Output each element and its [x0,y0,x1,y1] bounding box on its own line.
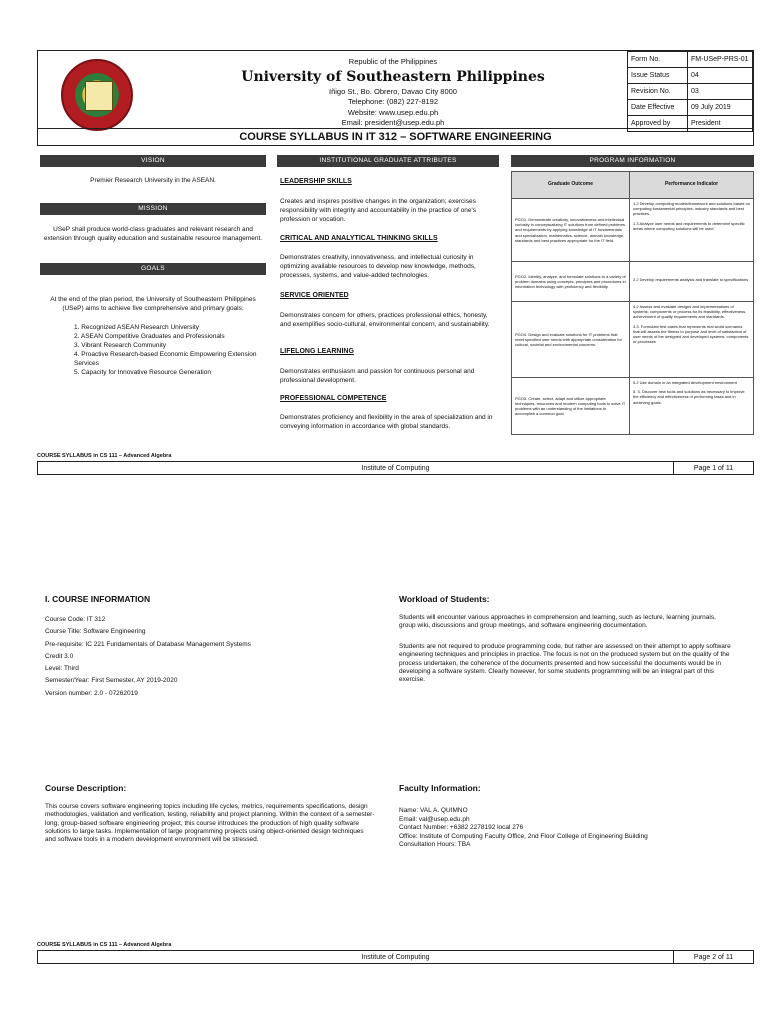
form-label: Approved by [628,116,688,132]
program-info-table [511,171,754,435]
table-row [512,302,754,378]
form-value: President [688,116,753,132]
goal-item: 1. Recognized ASEAN Research University [74,324,200,331]
form-value: 04 [688,68,753,84]
faculty-heading: Faculty Information: [399,783,481,793]
goals-intro: At the end of the plan period, the University of Southeastern Philippines (USeP) aims to achieve five comprehensive and primary goals: [50,296,256,312]
indicator-cell [630,378,754,435]
outcome-cell: PGO4. Design and evaluate solutions for IT problems that meet specified user needs with appropriate consideration for cultural, societal and environmental concerns. [512,302,630,378]
workload-paragraph-2: Students are not required to produce programming code, but rather are assessed on their attempt to apply software engineering techniques and principles in practice. The focus is not on the produced system but on the quality of the process undertaken, the coherence of the documents presented and how successful the documents would be in developing a software system. Clearly however, for some students programming will be an integral part of this exercise. [399,643,731,684]
form-label: Revision No. [628,84,688,100]
indicator-cell [630,262,754,302]
ga-heading-service: SERVICE ORIENTED [280,292,349,299]
ga-text-service: Demonstrates concern for others, practices professional ethics, honesty, and exemplifies socio-cultural, environmental concern, and sustainability. [280,312,490,328]
program-info-title: PROGRAM INFORMATION [511,155,754,167]
page-footer [37,461,754,475]
form-value: FM-USeP-PRS-01 [688,52,753,68]
workload-heading: Workload of Students: [399,594,490,604]
ga-heading-critical-thinking: CRITICAL AND ANALYTICAL THINKING SKILLS [280,235,438,242]
indicator-item: 1.2 Develop computing models/framework and solutions based on computing fundamental principles, industry standards and best practices. [633,201,750,217]
outcome-cell: PGO2. Identify, analyze, and formulate solutions to a variety of problem domains using concepts, principles and procedures in information technology with proficiency and flexibility. [512,262,630,302]
indicator-item: 5. 3. Discover new tools and solutions as necessary to improve the efficiency and effectiveness of performing tasks and in achieving goals. [633,389,745,405]
footer-course-label: COURSE SYLLABUS in CS 111 – Advanced Algebra [37,942,172,948]
vision-text: Premier Research University in the ASEAN. [90,177,216,184]
footer-institute: Institute of Computing [361,954,430,961]
ga-text-leadership: Creates and inspires positive changes in the organization; exercises responsibility with integrity and accountability in the practice of one's profession or vocation. [280,198,476,223]
indicator-item: 4.3. Formulate test cases that represents real world scenarios that will assess the fitness to purpose and level of satisfaction of user needs of the designed and developed systems, components or processes [633,323,749,345]
form-label: Form No. [628,52,688,68]
course-info-line: Course Title: Software Engineering [45,628,146,636]
indicator-cell [630,199,754,262]
outcome-cell: PGO5. Create, select, adapt and utilize appropriate techniques, resources and modern computing tools to solve IT problems with an understanding of the limitations to accomplish a common goal. [512,378,630,435]
faculty-line: Office: Institute of Computing Faculty Office, 2nd Floor College of Engineering Building [399,832,648,840]
course-info-line: Course Code: IT 312 [45,616,106,623]
form-value: 09 July 2019 [688,100,753,116]
indicator-item: 5.2 Use domain in an integrated development environment [633,380,737,385]
form-info-table [627,51,753,132]
indicator-item: 4.2 Assess and evaluate designs and implementations of systems, components or process for its feasibility, effectiveness, achievement of quality requirements and standards. [633,304,747,320]
goal-item: 3. Vibrant Research Community [74,342,167,349]
goal-item: 5. Capacity for Innovative Resource Generation [74,369,211,376]
course-info-line: Credit 3.0 [45,652,74,660]
form-label: Issue Status [628,68,688,84]
page-number: Page 1 of 11 [673,462,753,474]
goals-list [74,323,264,377]
faculty-line: Email: val@usep.edu.ph [399,815,470,823]
graduate-attributes-title: INSTITUTIONAL GRADUATE ATTRIBUTES [277,155,499,167]
col-performance-indicator: Performance Indicator [630,172,754,199]
outcome-cell: PGO1. Demonstrate creativity, innovativeness and intellectual curiosity in conceptualizing IT solutions from defined problems and requirements by applying knowledge of IT fundamentals and specialization, mathematics, science, domain knowledge, standards and best practices appropriate for the IT field. [512,199,630,262]
course-info-line: Pre-requisite: IC 221 Fundamentals of Database Management Systems [45,640,251,648]
header-center [238,57,548,129]
course-info-line: Version number: 2.0 - 07262019 [45,689,138,697]
form-row [628,52,753,68]
address-line: Iñigo St., Bo. Obrero, Davao City 8000 [329,86,457,96]
vision-title: VISION [40,155,266,167]
course-info-lines [45,614,251,700]
course-info-heading: I. COURSE INFORMATION [45,594,151,604]
table-row [512,262,754,302]
course-description-text: This course covers software engineering topics including life cycles, metrics, requirements specifications, design methodologies, validation and verification, testing, reliability and project planning. Within the context of a semester-long, group-based software engineering project, this course introduces the production of high quality software solutions to large tasks. Implementation of large programming projects using object-oriented design techniques and software tools in a modern development environment will be stressed. [45,803,375,844]
indicator-cell [630,302,754,378]
col-graduate-outcome: Graduate Outcome [512,172,630,199]
page-number: Page 2 of 11 [673,951,753,963]
goals-title: GOALS [40,263,266,275]
course-description-heading: Course Description: [45,783,127,793]
faculty-info-lines [399,807,648,850]
course-title: COURSE SYLLABUS IN IT 312 – SOFTWARE ENGINEERING [38,128,753,145]
footer-course-label: COURSE SYLLABUS in CS 111 – Advanced Algebra [37,453,172,459]
university-name: University of Southeastern Philippines [241,68,545,85]
faculty-line: Name: VAL A. QUIMNO [399,807,468,814]
email-line: Email: president@usep.edu.ph [341,118,445,127]
course-info-line: Level: Third [45,665,79,673]
ga-heading-leadership: LEADERSHIP SKILLS [280,178,352,185]
ga-text-lifelong: Demonstrates enthusiasm and passion for continuous personal and professional development. [280,368,475,384]
table-row [512,378,754,435]
mission-text: USeP shall produce world-class graduates and relevant research and extension through quality education and sustainable resource management. [43,226,263,242]
form-row [628,84,753,100]
republic-line: Republic of the Philippines [348,57,438,66]
faculty-line: Consultation Hours: TBA [399,841,471,848]
workload-paragraph-1: Students will encounter various approaches in comprehension and learning, such as lecture, learning journals, group wiki, discussions and group meetings, and software engineering documentation. [399,614,716,630]
table-header-row [512,172,754,199]
form-row [628,100,753,116]
table-row [512,199,754,262]
mission-title: MISSION [40,203,266,215]
footer-institute: Institute of Computing [361,465,430,472]
faculty-line: Contact Number: +6382 2278192 local 276 [399,824,524,831]
course-info-line: Semester/Year: First Semester, AY 2019-2020 [45,677,178,685]
form-value: 03 [688,84,753,100]
form-label: Date Effective [628,100,688,116]
ga-heading-lifelong: LIFELONG LEARNING [280,348,354,355]
ga-text-critical-thinking: Demonstrates creativity, innovativeness, and intellectual curiosity in optimizing available resources to develop new knowledge, methods, processes, systems, and value-added technologies. [280,254,476,279]
document-header [37,50,754,146]
goal-item: 4. Proactive Research-based Economic Empowering Extension Services [74,351,257,367]
university-seal-icon [61,59,133,131]
ga-text-professional: Demonstrates proficiency and flexibility in the area of specialization and in conveying information in accordance with global standards. [280,414,493,430]
page-footer [37,950,754,964]
form-row [628,68,753,84]
website-line: Website: www.usep.edu.ph [347,107,439,117]
telephone-line: Telephone: (082) 227-8192 [347,97,439,106]
indicator-item: 2.2 Develop requirements analysis and translate to specifications [633,276,749,282]
ga-heading-professional: PROFESSIONAL COMPETENCE [280,395,387,402]
goal-item: 2. ASEAN Competitive Graduates and Professionals [74,333,225,340]
indicator-item: 1.3 Analyze user needs and requirements to determine specific areas where computing solutions will be used [633,220,745,231]
